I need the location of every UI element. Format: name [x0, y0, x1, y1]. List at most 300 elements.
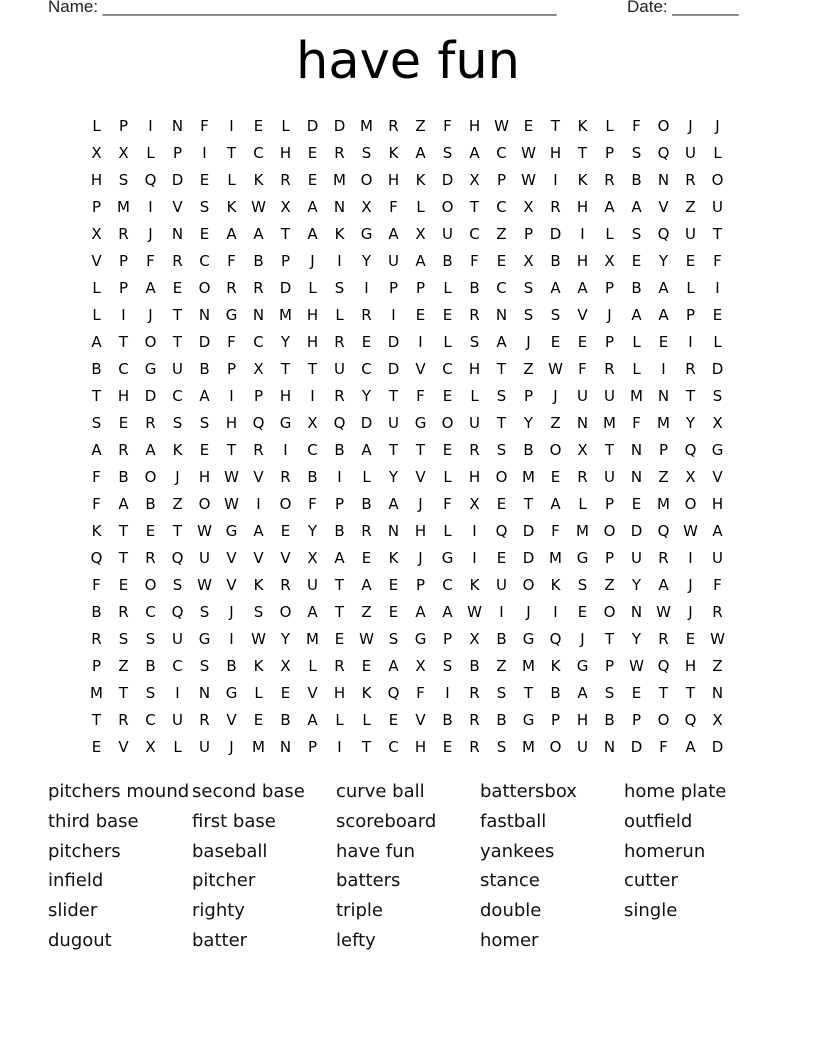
grid-letter: N [630, 602, 643, 621]
grid-letter: F [443, 116, 452, 135]
grid-letter: D [144, 386, 157, 405]
grid-letter: F [713, 251, 722, 270]
grid-letter: G [225, 305, 238, 324]
grid-letter: F [578, 359, 587, 378]
grid-letter: Y [361, 386, 372, 405]
grid-letter: A [91, 332, 102, 351]
grid-letter: B [469, 278, 480, 297]
grid-letter: E [685, 251, 696, 270]
grid-letter: S [523, 278, 534, 297]
grid-letter: I [175, 683, 180, 702]
grid-letter: F [659, 737, 668, 756]
grid-letter: R [118, 710, 129, 729]
grid-letter: W [494, 116, 509, 135]
grid-letter: L [713, 143, 722, 162]
grid-letter: S [199, 656, 210, 675]
grid-letter: S [631, 143, 642, 162]
grid-letter: E [118, 575, 129, 594]
word-list [48, 778, 768, 957]
grid-letter: Z [496, 224, 507, 243]
grid-letter: B [226, 656, 237, 675]
grid-letter: E [631, 494, 642, 513]
grid-letter: S [172, 575, 183, 594]
grid-letter: L [335, 710, 344, 729]
grid-letter: C [118, 359, 129, 378]
grid-letter: T [496, 413, 507, 432]
grid-letter: P [91, 656, 102, 675]
grid-letter: N [576, 413, 589, 432]
grid-letter: D [630, 521, 643, 540]
grid-letter: D [522, 521, 535, 540]
grid-letter: E [550, 467, 561, 486]
grid-letter: E [496, 548, 507, 567]
grid-letter: L [173, 737, 182, 756]
grid-letter: J [715, 116, 720, 135]
grid-letter: D [198, 332, 211, 351]
word-list-item: dugout [48, 929, 112, 951]
grid-letter: J [688, 116, 693, 135]
grid-letter: F [389, 197, 398, 216]
grid-letter: S [118, 170, 129, 189]
grid-letter: B [442, 251, 453, 270]
grid-letter: H [306, 332, 319, 351]
grid-letter: X [307, 548, 318, 567]
grid-letter: L [632, 359, 641, 378]
grid-letter: Z [118, 656, 129, 675]
grid-letter: S [496, 386, 507, 405]
grid-letter: P [523, 386, 534, 405]
grid-letter: P [334, 494, 345, 513]
grid-letter: F [713, 575, 722, 594]
grid-letter: J [310, 251, 315, 270]
grid-letter: S [631, 224, 642, 243]
grid-letter: L [443, 467, 452, 486]
grid-letter: N [603, 737, 616, 756]
grid-letter: H [576, 251, 589, 270]
grid-letter: L [470, 386, 479, 405]
grid-letter: E [415, 305, 426, 324]
grid-letter: A [118, 494, 129, 513]
grid-letter: C [496, 143, 507, 162]
grid-letter: Y [685, 413, 696, 432]
grid-letter: W [467, 602, 482, 621]
grid-letter: L [605, 116, 614, 135]
grid-letter: M [279, 305, 292, 324]
grid-letter: C [253, 143, 264, 162]
grid-letter: F [92, 575, 101, 594]
grid-letter: A [91, 440, 102, 459]
grid-letter: C [442, 359, 453, 378]
grid-letter: P [172, 143, 183, 162]
grid-letter: Z [361, 602, 372, 621]
grid-letter: G [576, 656, 589, 675]
grid-letter: P [631, 710, 642, 729]
grid-letter: A [307, 197, 318, 216]
grid-letter: P [118, 278, 129, 297]
grid-letter: V [577, 305, 588, 324]
grid-letter: A [415, 251, 426, 270]
grid-letter: N [657, 386, 670, 405]
grid-letter: O [549, 737, 562, 756]
grid-letter: M [522, 467, 535, 486]
grid-letter: Z [550, 413, 561, 432]
grid-letter: W [656, 602, 671, 621]
grid-letter: J [148, 224, 153, 243]
grid-letter: B [631, 170, 642, 189]
grid-letter: X [523, 251, 534, 270]
grid-letter: R [118, 224, 129, 243]
grid-letter: A [307, 602, 318, 621]
grid-letter: D [171, 170, 184, 189]
grid-letter: B [145, 494, 156, 513]
grid-letter: R [145, 413, 156, 432]
grid-letter: A [388, 656, 399, 675]
grid-letter: G [576, 548, 589, 567]
grid-letter: U [334, 359, 345, 378]
grid-letter: V [253, 467, 264, 486]
grid-letter: M [576, 521, 589, 540]
grid-letter: A [577, 683, 588, 702]
grid-letter: T [91, 710, 102, 729]
grid-letter: S [91, 413, 102, 432]
word-list-item: first base [192, 810, 276, 832]
grid-letter: V [253, 548, 264, 567]
grid-letter: X [577, 440, 588, 459]
word-list-item: home plate [624, 781, 727, 802]
grid-letter: H [576, 197, 589, 216]
grid-letter: U [199, 548, 210, 567]
grid-letter: C [388, 737, 399, 756]
grid-letter: H [387, 170, 400, 189]
grid-letter: R [361, 305, 372, 324]
grid-letter: D [387, 359, 400, 378]
grid-letter: E [577, 602, 588, 621]
grid-letter: F [470, 251, 479, 270]
grid-letter: D [549, 224, 562, 243]
grid-letter: S [442, 656, 453, 675]
grid-letter: V [415, 359, 426, 378]
grid-letter: U [388, 251, 399, 270]
word-list-item: slider [48, 900, 98, 922]
grid-letter: N [171, 116, 184, 135]
grid-letter: E [172, 278, 183, 297]
grid-letter: L [335, 305, 344, 324]
grid-letter: H [279, 143, 292, 162]
grid-letter: H [576, 710, 589, 729]
word-list-item: righty [192, 900, 245, 922]
grid-letter: Q [144, 170, 157, 189]
grid-letter: I [310, 386, 315, 405]
grid-letter: M [90, 683, 103, 702]
grid-letter: U [712, 548, 723, 567]
grid-letter: N [252, 305, 265, 324]
grid-letter: U [388, 413, 399, 432]
grid-letter: E [199, 170, 210, 189]
grid-letter: O [657, 116, 670, 135]
grid-letter: G [414, 413, 427, 432]
grid-letter: W [224, 494, 239, 513]
grid-letter: M [117, 197, 130, 216]
grid-letter: T [91, 386, 102, 405]
word-list-item: second base [192, 781, 305, 802]
grid-letter: W [251, 629, 266, 648]
grid-letter: B [361, 494, 372, 513]
grid-letter: T [118, 521, 129, 540]
grid-letter: E [361, 332, 372, 351]
grid-letter: T [118, 548, 129, 567]
grid-letter: O [495, 467, 508, 486]
grid-letter: E [631, 683, 642, 702]
grid-letter: A [145, 440, 156, 459]
word-list-item: outfield [624, 810, 693, 832]
word-list-item: curve ball [336, 781, 425, 802]
grid-letter: X [280, 656, 291, 675]
grid-letter: P [550, 710, 561, 729]
word-list-item: fastball [480, 810, 547, 832]
grid-letter: E [631, 251, 642, 270]
grid-letter: E [307, 170, 318, 189]
grid-letter: J [526, 602, 531, 621]
grid-letter: V [91, 251, 102, 270]
grid-letter: M [360, 116, 373, 135]
grid-letter: L [443, 278, 452, 297]
grid-letter: J [580, 629, 585, 648]
grid-letter: B [469, 656, 480, 675]
grid-letter: I [229, 386, 234, 405]
grid-letter: R [469, 305, 480, 324]
grid-letter: W [197, 575, 212, 594]
grid-letter: T [604, 440, 615, 459]
grid-letter: P [604, 548, 615, 567]
grid-letter: C [199, 251, 210, 270]
grid-letter: F [443, 494, 452, 513]
grid-letter: J [526, 332, 531, 351]
grid-letter: R [199, 710, 210, 729]
grid-letter: W [629, 656, 644, 675]
grid-letter: X [118, 143, 129, 162]
grid-letter: A [307, 710, 318, 729]
grid-letter: I [661, 359, 666, 378]
grid-letter: D [441, 170, 454, 189]
grid-letter: N [711, 683, 724, 702]
grid-letter: P [604, 656, 615, 675]
grid-letter: L [713, 332, 722, 351]
grid-letter: B [496, 629, 507, 648]
grid-letter: X [469, 494, 480, 513]
grid-letter: Q [684, 710, 697, 729]
grid-letter: H [414, 521, 427, 540]
grid-letter: P [226, 359, 237, 378]
grid-letter: F [227, 332, 236, 351]
grid-letter: I [337, 737, 342, 756]
word-list-item: pitchers [48, 840, 121, 862]
grid-letter: U [712, 197, 723, 216]
grid-letter: H [684, 656, 697, 675]
grid-letter: M [252, 737, 265, 756]
grid-letter: X [280, 197, 291, 216]
grid-letter: S [172, 413, 183, 432]
grid-letter: R [469, 683, 480, 702]
grid-letter: O [684, 494, 697, 513]
grid-letter: I [391, 305, 396, 324]
date-field: Date: _______ [627, 0, 739, 16]
grid-letter: T [226, 440, 237, 459]
grid-letter: L [92, 305, 101, 324]
grid-letter: O [144, 575, 157, 594]
grid-letter: R [91, 629, 102, 648]
grid-letter: V [226, 548, 237, 567]
grid-letter: O [657, 710, 670, 729]
grid-letter: P [658, 440, 669, 459]
grid-letter: B [91, 602, 102, 621]
grid-letter: B [199, 359, 210, 378]
word-list-item: batters [336, 870, 401, 892]
grid-letter: I [337, 467, 342, 486]
grid-letter: E [91, 737, 102, 756]
grid-letter: K [253, 170, 264, 189]
word-list-item: homerun [624, 840, 706, 862]
grid-letter: B [550, 683, 561, 702]
grid-letter: U [577, 737, 588, 756]
grid-letter: T [280, 224, 291, 243]
grid-letter: M [549, 548, 562, 567]
grid-letter: W [224, 467, 239, 486]
grid-letter: O [549, 440, 562, 459]
grid-letter: W [521, 143, 536, 162]
grid-letter: Y [280, 332, 291, 351]
grid-letter: K [361, 683, 372, 702]
grid-letter: F [416, 683, 425, 702]
grid-letter: R [685, 170, 696, 189]
grid-letter: A [307, 224, 318, 243]
grid-letter: V [226, 710, 237, 729]
grid-letter: Q [495, 521, 508, 540]
grid-letter: I [472, 521, 477, 540]
grid-letter: T [172, 305, 183, 324]
grid-letter: R [361, 521, 372, 540]
grid-letter: L [308, 656, 317, 675]
grid-letter: G [522, 710, 535, 729]
grid-letter: V [280, 548, 291, 567]
grid-letter: A [658, 575, 669, 594]
grid-letter: G [414, 629, 427, 648]
grid-letter: M [333, 170, 346, 189]
grid-letter: S [712, 386, 723, 405]
grid-letter: K [415, 170, 426, 189]
word-list-item: double [480, 900, 542, 922]
grid-letter: U [469, 413, 480, 432]
word-list-item: stance [480, 870, 540, 892]
grid-letter: U [442, 224, 453, 243]
grid-letter: I [148, 197, 153, 216]
grid-letter: K [226, 197, 237, 216]
grid-letter: C [496, 197, 507, 216]
grid-letter: H [468, 116, 481, 135]
grid-letter: S [604, 683, 615, 702]
grid-letter: K [388, 548, 399, 567]
grid-letter: U [199, 737, 210, 756]
word-list-item: infield [48, 870, 104, 892]
grid-letter: E [361, 548, 372, 567]
grid-letter: F [92, 467, 101, 486]
grid-letter: P [91, 197, 102, 216]
grid-letter: H [711, 494, 724, 513]
grid-letter: W [548, 359, 563, 378]
grid-letter: I [688, 332, 693, 351]
grid-letter: K [469, 575, 480, 594]
grid-letter: P [280, 251, 291, 270]
grid-letter: R [280, 575, 291, 594]
grid-letter: T [118, 332, 129, 351]
grid-letter: E [550, 332, 561, 351]
grid-letter: H [198, 467, 211, 486]
grid-letter: V [226, 575, 237, 594]
grid-letter: P [496, 170, 507, 189]
grid-letter: A [361, 440, 372, 459]
grid-letter: O [360, 170, 373, 189]
grid-letter: D [522, 548, 535, 567]
grid-letter: A [145, 278, 156, 297]
grid-letter: A [253, 224, 264, 243]
grid-letter: I [229, 629, 234, 648]
grid-letter: T [658, 683, 669, 702]
grid-letter: Q [171, 548, 184, 567]
grid-letter: N [387, 521, 400, 540]
grid-letter: O [603, 602, 616, 621]
grid-letter: I [229, 116, 234, 135]
grid-letter: L [578, 494, 587, 513]
grid-letter: E [361, 656, 372, 675]
grid-letter: I [148, 116, 153, 135]
grid-letter: R [604, 170, 615, 189]
grid-letter: Q [657, 143, 670, 162]
word-list-item: batter [192, 929, 248, 951]
grid-letter: W [683, 521, 698, 540]
grid-letter: Z [685, 197, 696, 216]
grid-letter: P [442, 629, 453, 648]
grid-letter: P [415, 278, 426, 297]
grid-letter: D [333, 116, 346, 135]
grid-letter: X [91, 143, 102, 162]
grid-letter: T [226, 143, 237, 162]
grid-letter: M [630, 386, 643, 405]
grid-letter: O [198, 494, 211, 513]
grid-letter: I [283, 440, 288, 459]
grid-letter: T [577, 143, 588, 162]
grid-letter: E [253, 710, 264, 729]
grid-letter: Y [631, 629, 642, 648]
grid-letter: B [523, 440, 534, 459]
grid-letter: A [199, 386, 210, 405]
grid-letter: N [630, 440, 643, 459]
grid-letter: Z [496, 656, 507, 675]
grid-letter: C [307, 440, 318, 459]
grid-letter: Q [684, 440, 697, 459]
grid-letter: Q [657, 656, 670, 675]
grid-letter: T [685, 386, 696, 405]
grid-letter: L [443, 332, 452, 351]
grid-letter: Y [523, 413, 534, 432]
grid-letter: C [361, 359, 372, 378]
grid-letter: X [523, 197, 534, 216]
grid-letter: K [91, 521, 102, 540]
grid-letter: F [551, 521, 560, 540]
grid-letter: I [202, 143, 207, 162]
grid-letter: V [307, 683, 318, 702]
grid-letter: Y [280, 629, 291, 648]
grid-letter: F [632, 413, 641, 432]
grid-letter: E [442, 440, 453, 459]
